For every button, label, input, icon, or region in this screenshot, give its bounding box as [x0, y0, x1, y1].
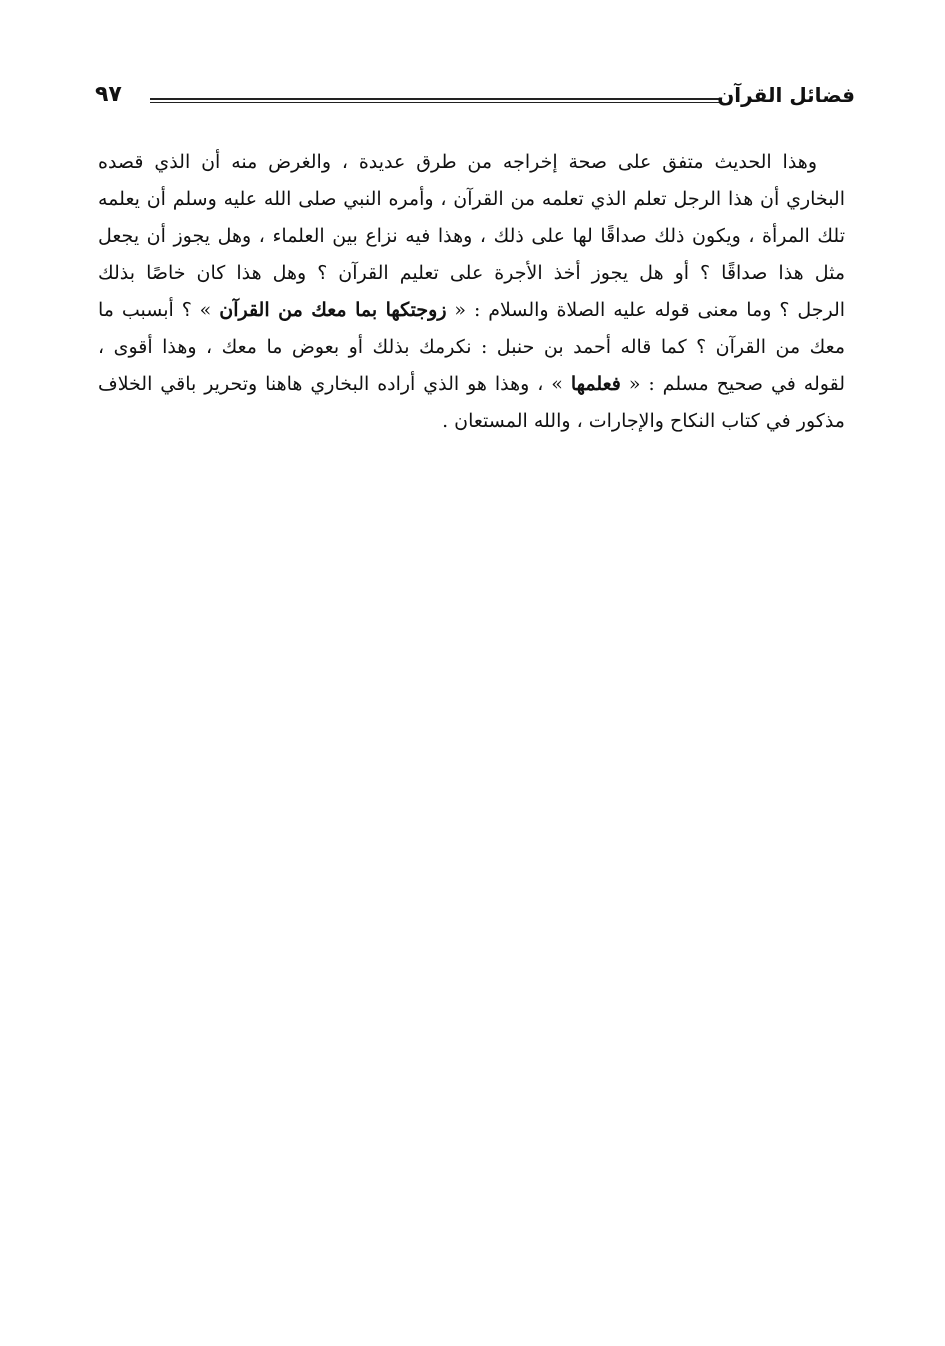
- text-line: مثل هذا صداقًا ؟ أو هل يجوز أخذ الأجرة على تعليم القرآن ؟ وهل هذا كان خاصًا بذلك: [98, 262, 845, 284]
- header-rule: [150, 98, 720, 100]
- text-line: وهذا الحديث متفق على صحة إخراجه من طرق عديدة ، والغرض منه أن الذي قصده: [98, 151, 817, 173]
- text-segment: » ؟ أبسبب ما: [98, 299, 212, 321]
- body-paragraph: [98, 144, 845, 440]
- text-line: [98, 292, 845, 329]
- text-segment: » ، وهذا هو الذي أراده البخاري هاهنا وتحرير باقي الخلاف: [98, 373, 563, 395]
- hadith-quote: فعلمها: [570, 373, 621, 395]
- text-segment: الرجل ؟ وما معنى قوله عليه الصلاة والسلام : «: [454, 299, 845, 321]
- text-line: البخاري أن هذا الرجل تعلم الذي تعلمه من القرآن ، وأمره النبي صلى الله عليه وسلم أن يعلمه: [98, 188, 845, 210]
- text-line: تلك المرأة ، ويكون ذلك صداقًا لها على ذلك ، وهذا فيه نزاع بين العلماء ، وهل يجوز أن يجعل: [98, 225, 845, 247]
- text-line: مذكور في كتاب النكاح والإجارات ، والله المستعان .: [442, 410, 845, 432]
- text-segment: لقوله في صحيح مسلم : «: [628, 373, 845, 395]
- hadith-quote: زوجتكها بما معك من القرآن: [219, 299, 447, 321]
- running-title: فضائل القرآن: [717, 83, 855, 107]
- page-number: ٩٧: [95, 82, 122, 107]
- page-header: [95, 80, 855, 116]
- text-line: [98, 366, 845, 403]
- text-line: معك من القرآن ؟ كما قاله أحمد بن حنبل : نكرمك بذلك أو بعوض ما معك ، وهذا أقوى ،: [98, 336, 845, 358]
